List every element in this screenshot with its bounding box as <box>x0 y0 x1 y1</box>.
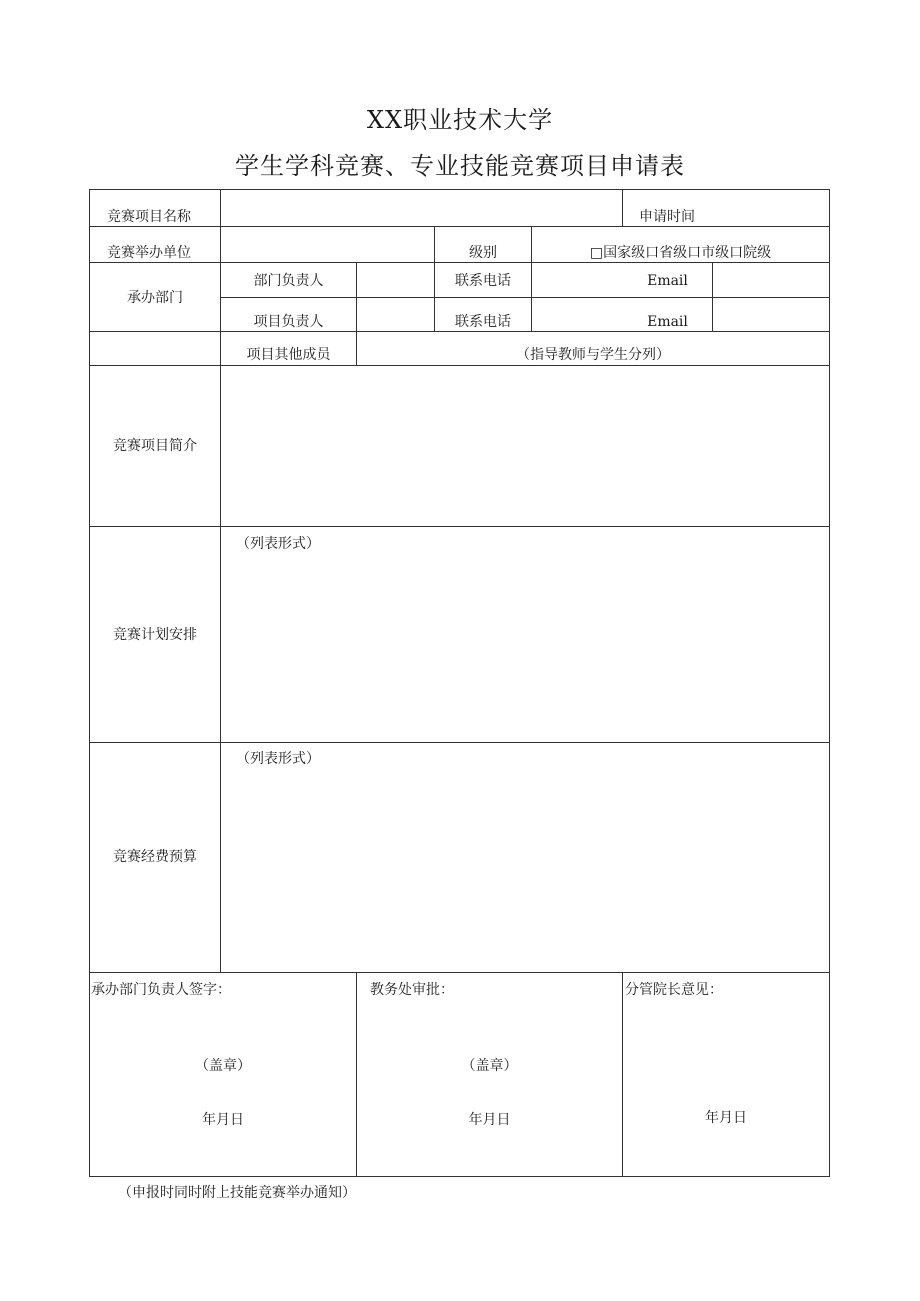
budget-label: 竞赛经费预算 <box>113 849 197 865</box>
row-divider <box>90 742 829 743</box>
vp-opinion-date: 年月日 <box>705 1110 747 1126</box>
host-unit-label: 竞赛举办单位 <box>107 245 191 261</box>
level-label: 级别 <box>469 245 497 261</box>
academic-affairs-label: 教务处审批： <box>370 982 454 998</box>
dept-seal: （盖章） <box>195 1058 251 1074</box>
row-divider <box>90 526 829 527</box>
col-divider <box>622 190 623 226</box>
email-label: Email <box>647 273 688 289</box>
academic-affairs-seal: （盖章） <box>461 1058 518 1074</box>
col-divider <box>220 190 221 972</box>
other-members-hint: （指导教师与学生分列） <box>516 347 670 363</box>
dept-sign-label: 承办部门负责人签字： <box>91 982 231 998</box>
col-divider <box>531 226 532 331</box>
application-form-table <box>89 189 830 1177</box>
university-title: XX职业技术大学 <box>366 106 554 134</box>
project-name-label: 竞赛项目名称 <box>107 209 191 225</box>
row-divider <box>90 331 829 332</box>
row-divider <box>90 365 829 366</box>
dept-head-label: 部门负责人 <box>253 273 324 289</box>
dept-sign-date: 年月日 <box>202 1112 244 1128</box>
budget-hint: （列表形式） <box>236 751 320 767</box>
phone-label: 联系电话 <box>455 314 511 330</box>
row-divider <box>90 262 829 263</box>
intro-label: 竞赛项目简介 <box>113 438 197 454</box>
organizer-label: 承办部门 <box>127 290 183 306</box>
host-unit-input[interactable] <box>224 230 430 260</box>
phone-label: 联系电话 <box>455 273 511 289</box>
email-label: Email <box>647 314 688 330</box>
project-head-label: 项目负责人 <box>253 314 324 330</box>
row-divider <box>90 226 829 227</box>
project-name-input[interactable] <box>224 193 618 223</box>
col-divider <box>712 262 713 331</box>
other-members-label: 项目其他成员 <box>246 347 331 363</box>
row-divider <box>220 297 829 298</box>
intro-textarea[interactable] <box>224 369 824 521</box>
footer-note: （申报时同时附上技能竞赛举办通知） <box>118 1185 356 1201</box>
col-divider <box>622 972 623 1177</box>
apply-time-label: 申请时间 <box>639 209 695 225</box>
level-options[interactable]: □国家级口省级口市级口院级 <box>589 245 772 261</box>
plan-hint: （列表形式） <box>236 536 320 552</box>
plan-label: 竞赛计划安排 <box>113 627 197 643</box>
academic-affairs-date: 年月日 <box>468 1112 511 1128</box>
col-divider <box>356 972 357 1177</box>
row-divider <box>90 972 829 973</box>
form-title: 学生学科竞赛、专业技能竞赛项目申请表 <box>235 152 685 180</box>
vp-opinion-label: 分管院长意见： <box>625 982 723 998</box>
